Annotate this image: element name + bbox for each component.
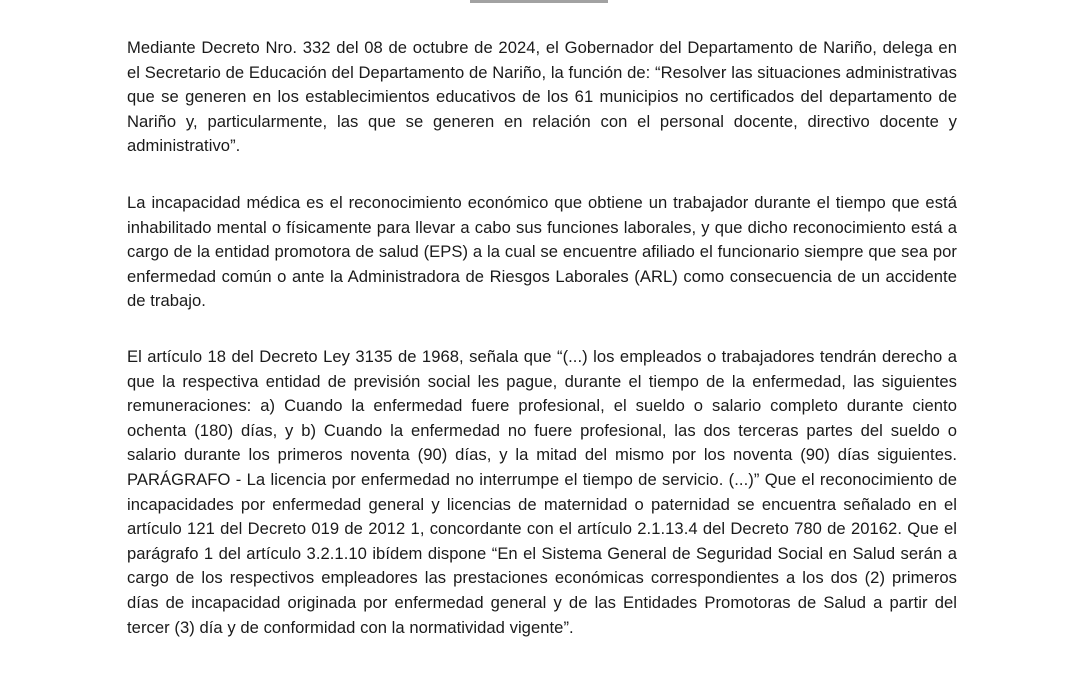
paragraph-decreto-delegacion: Mediante Decreto Nro. 332 del 08 de octubre de 2024, el Gobernador del Departamento de Nariño, delega en el Secretario de Educación del Departamento de Nariño, la función de: “Resolver las situaciones administrativas que se generen en los establecimientos educativos de los 61 municipios no certificados del departamento de Nariño y, particularmente, las que se generen en relación con el personal docente, directivo docente y administrativo”. — [127, 38, 957, 156]
paragraph-articulo-18: El artículo 18 del Decreto Ley 3135 de 1968, señala que “(...) los empleados o trabajadores tendrán derecho a que la respectiva entidad de previsión social les pague, durante el tiempo de la enfermedad, las siguientes remuneraciones: a) Cuando la enfermedad fuere profesional, el sueldo o salario completo durante ciento ochenta (180) días, y b) Cuando la enfermedad no fuere profesional, las dos terceras partes del sueldo o salario durante los primeros noventa (90) días, y la mitad del mismo por los noventa (90) días siguientes. PARÁGRAFO - La licencia por enfermedad no interrumpe el tiempo de servicio. (...)” Que el reconocimiento de incapacidades por enfermedad general y licencias de maternidad o paternidad se encuentra señalado en el artículo 121 del Decreto 019 de 2012 1, concordante con el artículo 2.1.13.4 del Decreto 780 de 20162. Que el parágrafo 1 del artículo 3.2.1.10 ibídem dispone “En el Sistema General de Seguridad Social en Salud serán a cargo de los respectivos empleadores las prestaciones económicas correspondientes a los dos (2) primeros días de incapacidad originada por enfermedad general y de las Entidades Promotoras de Salud a partir del tercer (3) día y de conformidad con la normatividad vigente”. — [127, 347, 957, 637]
paragraph-incapacidad-medica: La incapacidad médica es el reconocimiento económico que obtiene un trabajador durante el tiempo que está inhabilitado mental o físicamente para llevar a cabo sus funciones laborales, y que dicho reconocimiento está a cargo de la entidad promotora de salud (EPS) a la cual se encuentre afiliado el funcionario siempre que sea por enfermedad común o ante la Administradora de Riesgos Laborales (ARL) como consecuencia de un accidente de trabajo. — [127, 193, 957, 311]
scan-edge-mark — [470, 0, 608, 3]
